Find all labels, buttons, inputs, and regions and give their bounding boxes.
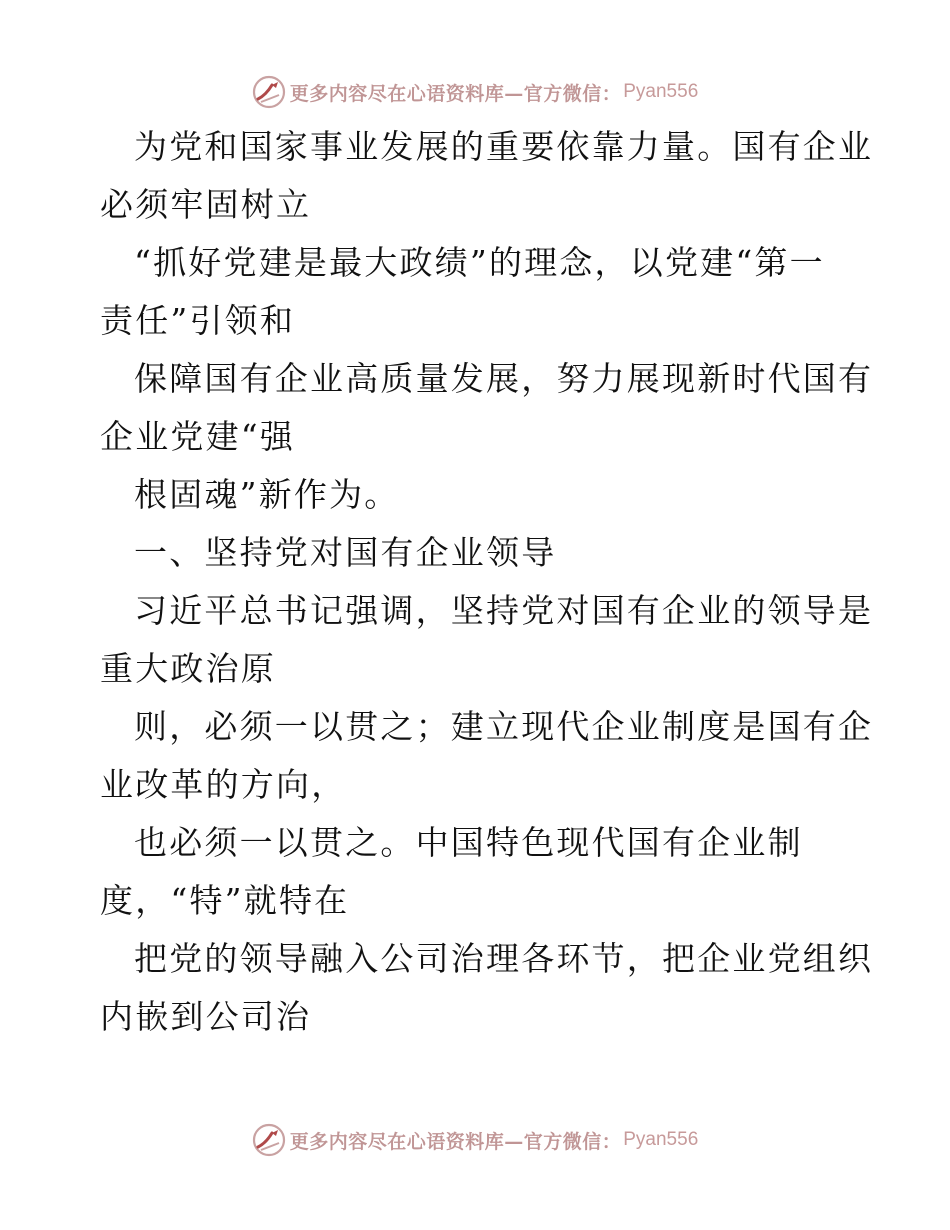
paragraph-line: 重大政治原 (100, 649, 276, 688)
paragraph-line: 为党和国家事业发展的重要依靠力量。国有企业 (134, 127, 874, 166)
paragraph-line: 内嵌到公司治 (100, 997, 312, 1036)
footer-watermark (0, 1120, 950, 1160)
paragraph-line: “抓好党建是最大政绩”的理念，以党建“第一 (134, 243, 825, 282)
paragraph (100, 698, 874, 814)
watermark-handle: Pyan556 (623, 1129, 699, 1150)
pen-logo-icon (252, 75, 286, 109)
paragraph-line: 保障国有企业高质量发展，努力展现新时代国有 (134, 359, 874, 398)
paragraph (100, 118, 874, 234)
watermark-text: 更多内容尽在心语资料库—官方微信： (289, 1130, 622, 1153)
paragraph (100, 350, 874, 466)
paragraph (100, 466, 860, 524)
section-heading (100, 524, 860, 582)
paragraph-line: 习近平总书记强调，坚持党对国有企业的领导是 (134, 591, 874, 630)
pen-logo-icon (252, 1123, 286, 1157)
document-body (100, 118, 874, 1046)
paragraph (100, 582, 874, 698)
paragraph-line: 度，“特”就特在 (100, 881, 350, 920)
heading-text: 一、坚持党对国有企业领导 (134, 533, 557, 572)
paragraph-line: 根固魂”新作为。 (134, 475, 400, 514)
paragraph-line: 把党的领导融入公司治理各环节，把企业党组织 (134, 939, 874, 978)
header-watermark (0, 72, 950, 112)
paragraph (100, 814, 860, 930)
paragraph-line: 则，必须一以贯之；建立现代企业制度是国有企 (134, 707, 874, 746)
paragraph-line: 责任”引领和 (100, 301, 296, 340)
watermark-text: 更多内容尽在心语资料库—官方微信： (289, 82, 622, 105)
watermark-handle: Pyan556 (623, 81, 699, 102)
paragraph (100, 930, 874, 1046)
paragraph-line: 企业党建“强 (100, 417, 296, 456)
paragraph-line: 必须牢固树立 (100, 185, 312, 224)
paragraph (100, 234, 860, 350)
paragraph-line: 也必须一以贯之。中国特色现代国有企业制 (134, 823, 803, 862)
paragraph-line: 业改革的方向， (100, 765, 347, 804)
